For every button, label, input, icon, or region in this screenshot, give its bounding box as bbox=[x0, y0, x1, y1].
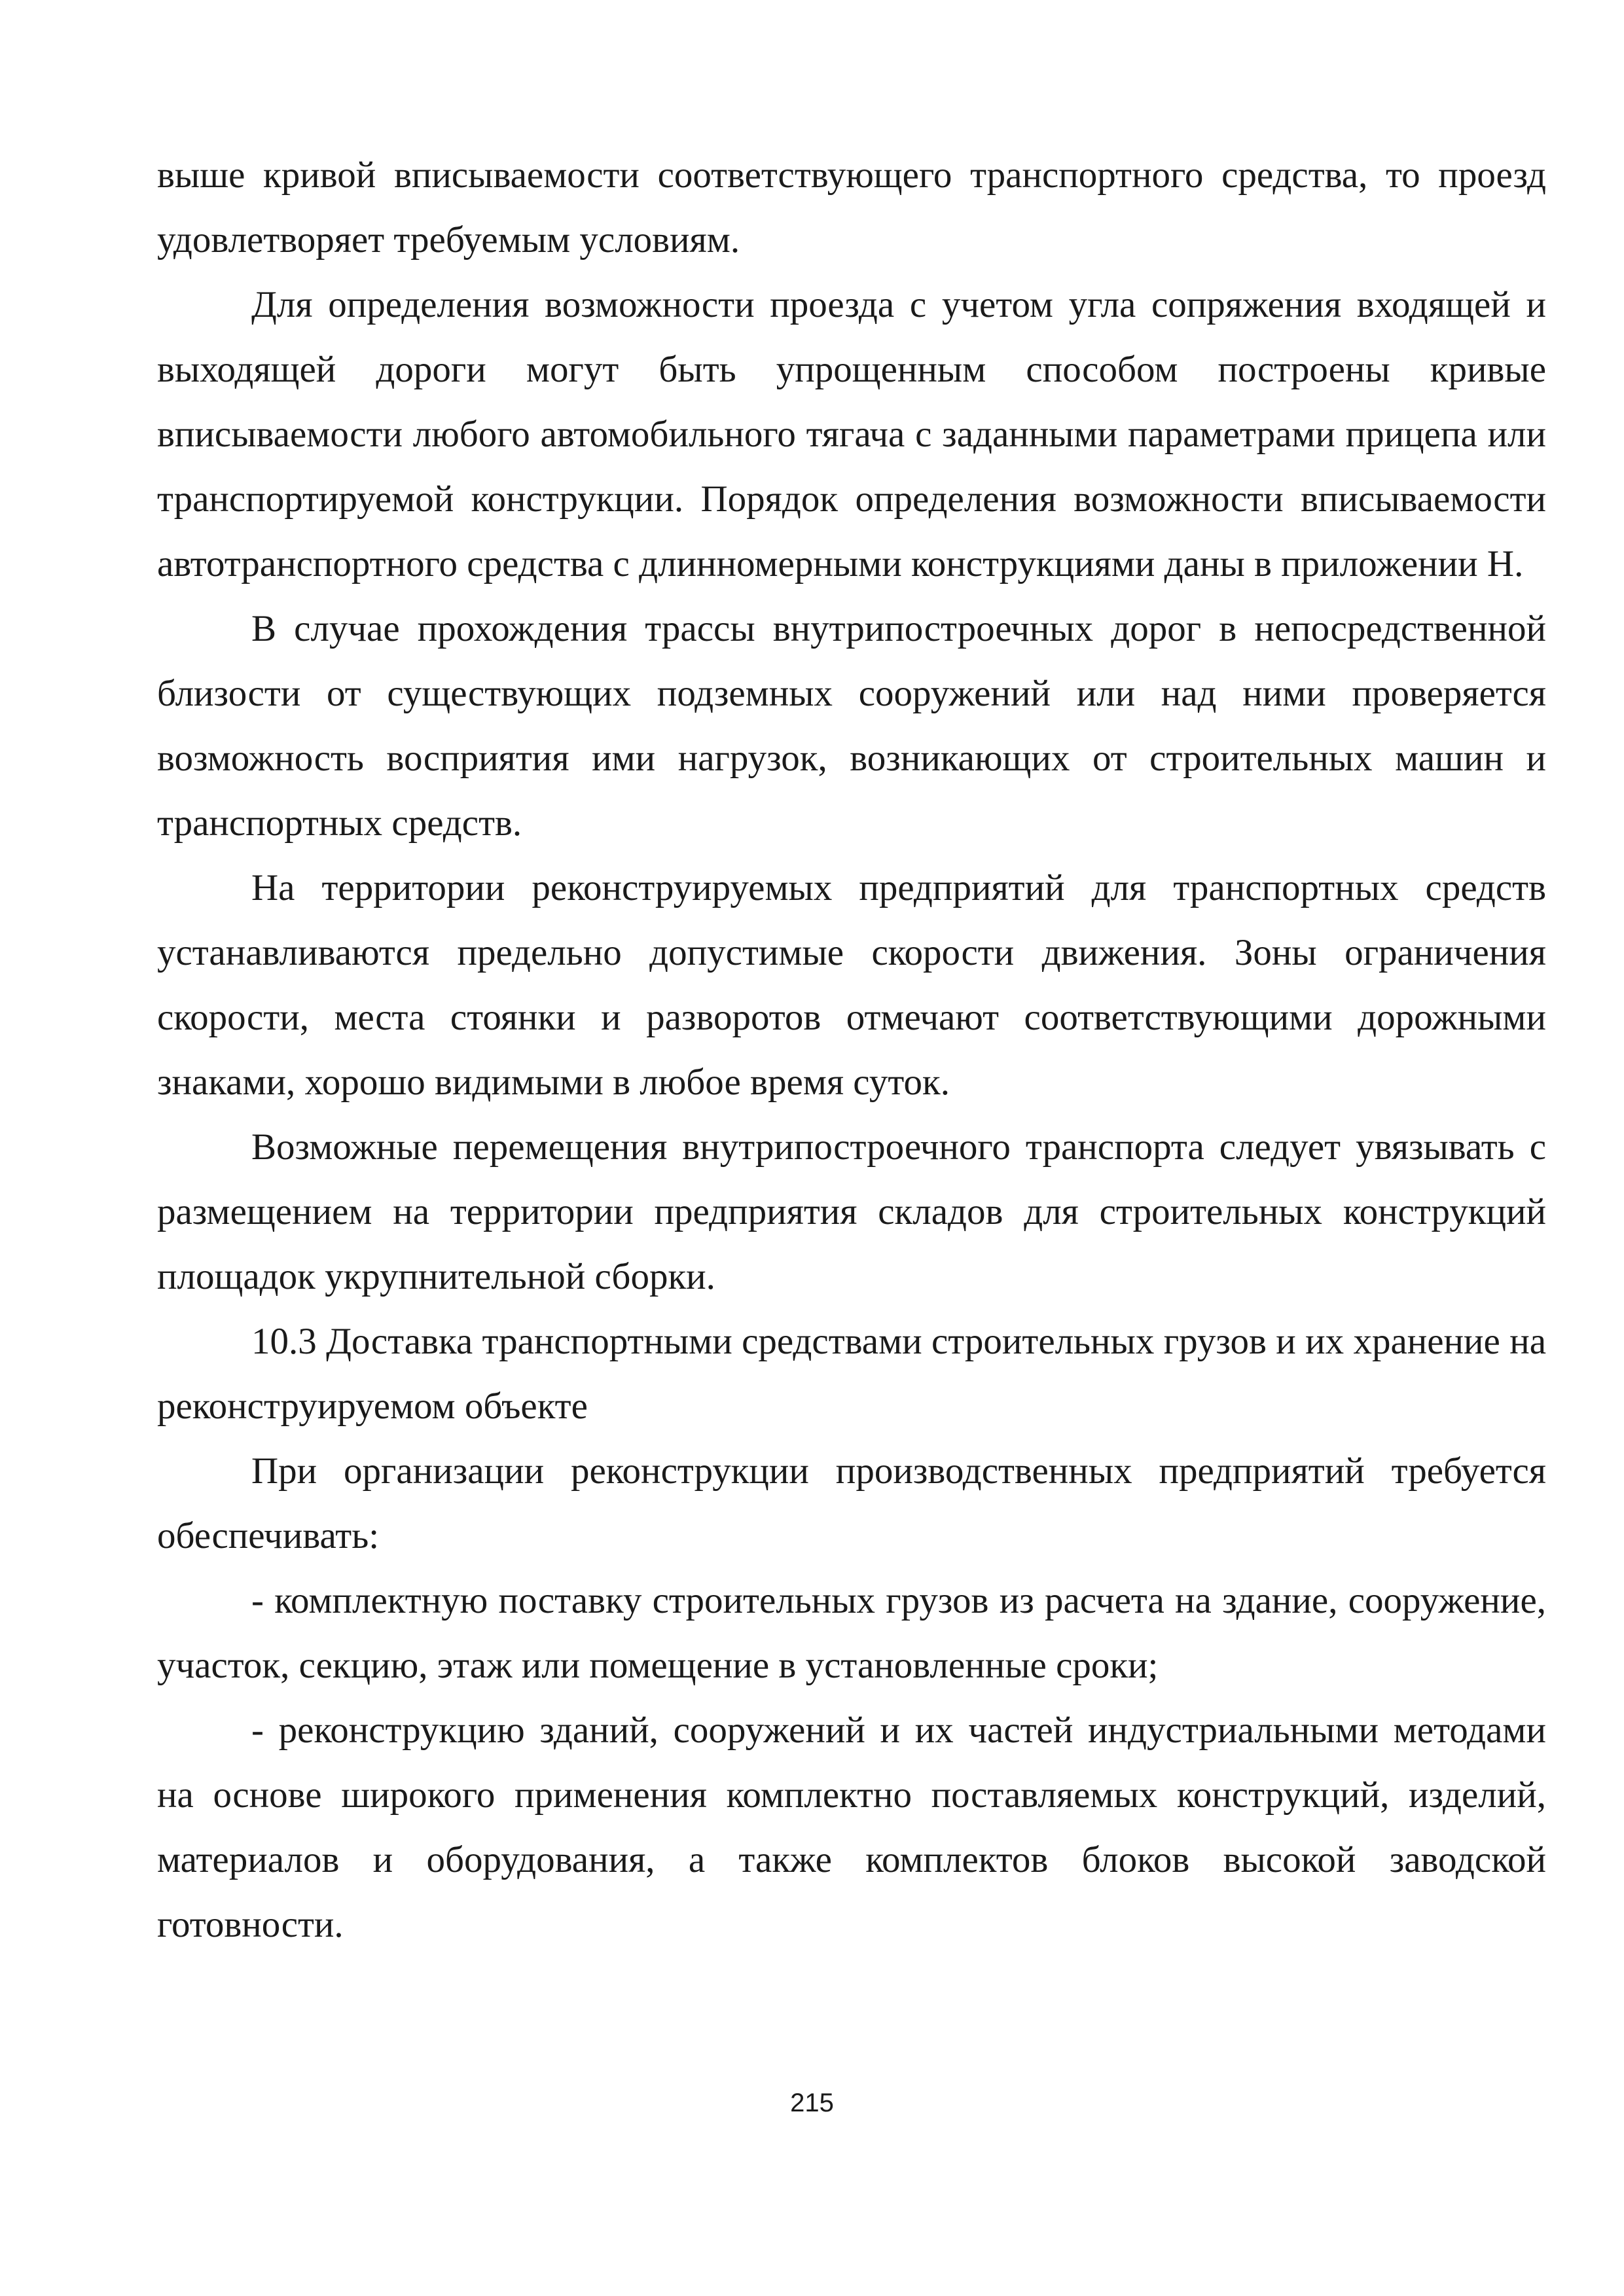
paragraph: выше кривой вписываемости соответствующего транспортного средства, то проезд удовлетворяет требуемым условиям. bbox=[157, 154, 1546, 260]
page-number: 215 bbox=[790, 2089, 834, 2117]
paragraph: На территории реконструируемых предприятий для транспортных средств устанавливаются предельно допустимые скорости движения. Зоны ограничения скорости, места стоянки и разворотов отмечают соответствующими дорожными знаками, хорошо видимыми в любое время суток. bbox=[157, 867, 1546, 1103]
paragraph: Возможные перемещения внутрипостроечного транспорта следует увязывать с размещением на территории предприятия складов для строительных конструкций площадок укрупнительной сборки. bbox=[157, 1126, 1546, 1297]
paragraph: Для определения возможности проезда с учетом угла сопряжения входящей и выходящей дороги могут быть упрощенным способом построены кривые вписываемости любого автомобильного тягача с заданными параметрами прицепа или транспортируемой конструкции. Порядок определения возможности вписываемости автотранспортного средства с длинномерными конструкциями даны в приложении Н. bbox=[157, 284, 1546, 584]
paragraph: При организации реконструкции производственных предприятий требуется обеспечивать: bbox=[157, 1450, 1546, 1556]
list-item: - комплектную поставку строительных грузов из расчета на здание, сооружение, участок, секцию, этаж или помещение в установленные сроки; bbox=[157, 1580, 1546, 1686]
list-item: - реконструкцию зданий, сооружений и их частей индустриальными методами на основе широкого применения комплектно поставляемых конструкций, изделий, материалов и оборудования, а также комплектов блоков высокой заводской готовности. bbox=[157, 1710, 1546, 1945]
page-body bbox=[157, 143, 1546, 1957]
paragraph: В случае прохождения трассы внутрипостроечных дорог в непосредственной близости от существующих подземных сооружений или над ними проверяется возможность восприятия ими нагрузок, возникающих от строительных машин и транспортных средств. bbox=[157, 608, 1546, 844]
section-heading: 10.3 Доставка транспортными средствами строительных грузов и их хранение на реконструируемом объекте bbox=[157, 1321, 1546, 1427]
